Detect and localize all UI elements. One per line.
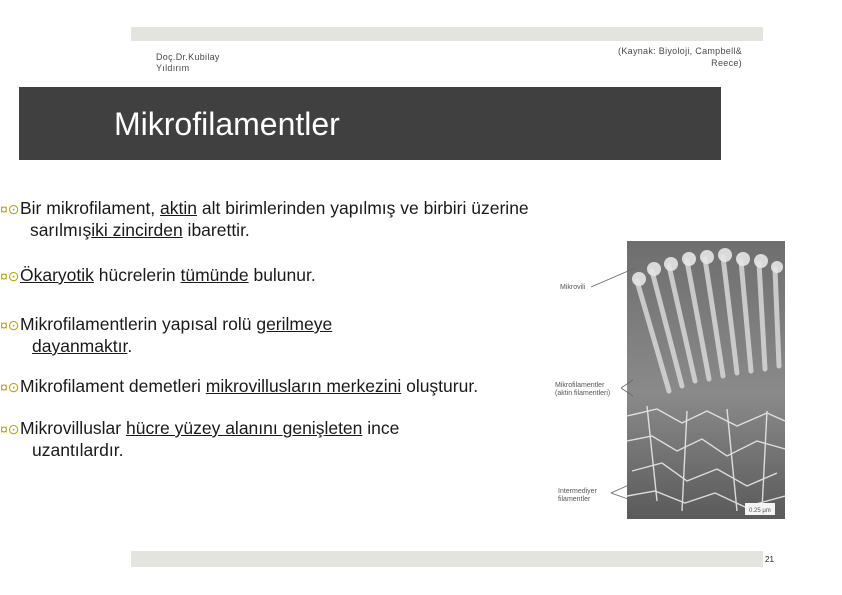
- scale-bar-label: 0.25 μm: [749, 508, 771, 514]
- bullet-4: ¤⊙Mikrofilament demetleri mikrovillusların merkezini oluşturur.: [0, 376, 479, 396]
- bullet-icon: ¤⊙: [0, 201, 20, 217]
- bullet-icon: ¤⊙: [0, 379, 20, 395]
- label-microvilli: Mikrovili: [560, 284, 586, 291]
- author-credit: [156, 52, 220, 74]
- label-microfilaments: Mikrofilamentler (aktin filamentleri): [555, 382, 611, 397]
- bottom-decor-bar: [131, 551, 763, 567]
- author-line-2: Yıldırım: [156, 63, 190, 73]
- electron-micrograph-figure: [555, 238, 787, 540]
- source-line-2: Reece): [711, 58, 742, 68]
- slide-title: Mikrofilamentler: [114, 106, 340, 142]
- bullet-icon: ¤⊙: [0, 268, 20, 284]
- top-decor-bar: [131, 27, 763, 41]
- label-intermediate-filaments: Intermediyer filamentler: [558, 488, 597, 503]
- bullet-2: ¤⊙Ökaryotik hücrelerin tümünde bulunur.: [0, 265, 316, 285]
- page-number: 21: [765, 555, 774, 564]
- title-band: [19, 87, 721, 160]
- bullet-icon: ¤⊙: [0, 317, 20, 333]
- bullet-1: ¤⊙Bir mikrofilament, aktin alt birimlerinden yapılmış ve birbiri üzerine sarılmışiki zincirden ibarettir.: [0, 198, 529, 240]
- source-line-1: (Kaynak: Biyoloji, Campbell&: [618, 46, 742, 56]
- bullet-icon: ¤⊙: [0, 421, 20, 437]
- bullet-5: ¤⊙Mikrovilluslar hücre yüzey alanını genişleten ince uzantılardır.: [0, 418, 400, 460]
- author-line-1: Doç.Dr.Kubilay: [156, 52, 220, 62]
- source-credit: [542, 45, 742, 69]
- figure-pointer-lines: [555, 238, 787, 540]
- term-aktin: aktin: [160, 198, 197, 218]
- bullet-3: ¤⊙Mikrofilamentlerin yapısal rolü gerilmeye dayanmaktır.: [0, 314, 333, 356]
